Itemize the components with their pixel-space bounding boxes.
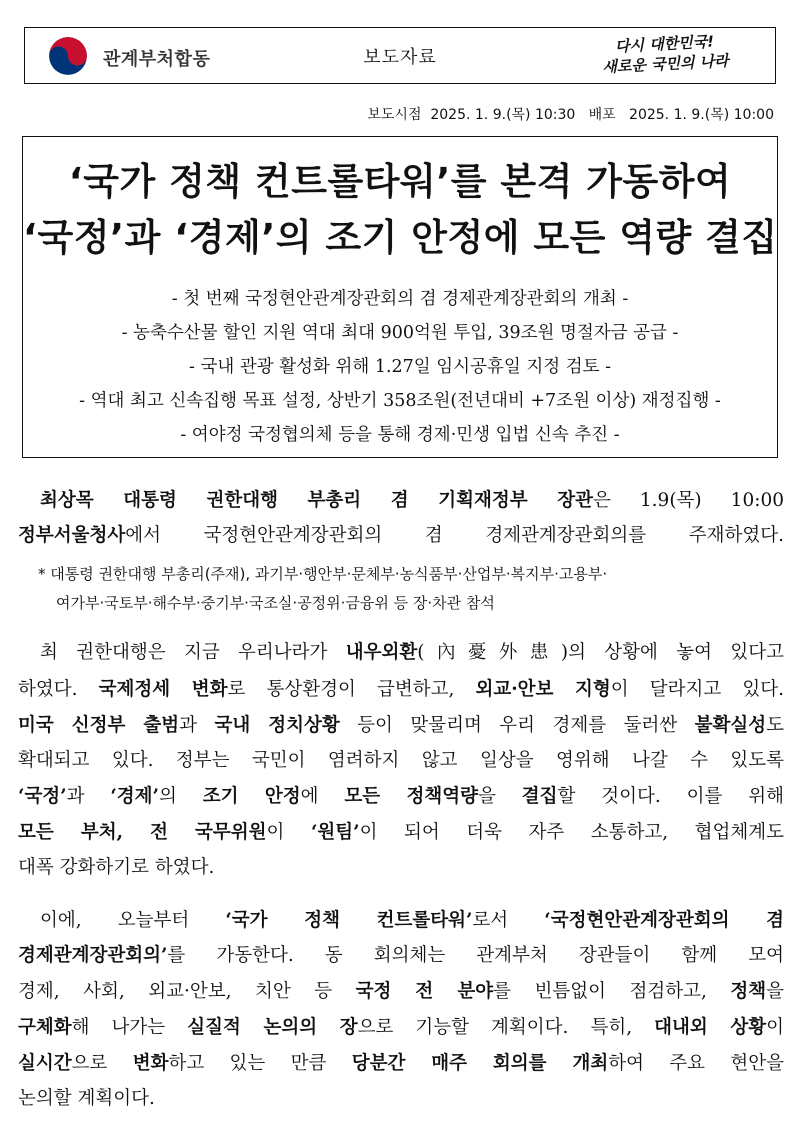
- emph: 대내외 상황: [654, 1017, 767, 1038]
- text: 하고 있는 만큼: [168, 1053, 352, 1074]
- emph: 모든 정책역량: [344, 786, 479, 807]
- emph: 최상목 대통령 권한대행 부총리 겸 기획재정부 장관: [40, 490, 593, 511]
- emph: 조기 안정: [202, 786, 301, 807]
- para2-line1: [40, 638, 784, 664]
- emph: ‘국가 정책 컨트롤타워’: [225, 910, 473, 931]
- text: 등이 맞물리며 우리 경제를 둘러싼: [339, 715, 695, 736]
- release-time: 보도시점 2025. 1. 9.(목) 10:30 배포 2025. 1. 9.(목) 10:00: [367, 107, 774, 123]
- para2-line5: [18, 782, 784, 808]
- emph: 외교·안보 지형: [475, 679, 611, 700]
- emph: 국제정세 변화: [98, 679, 228, 700]
- para3-line5: [18, 1049, 784, 1075]
- para3-line6: 논의할 계획이다.: [18, 1088, 155, 1109]
- text: 이 달라지고 있다.: [610, 679, 785, 700]
- title-box: [22, 136, 778, 458]
- para1-line2: [18, 521, 784, 547]
- text: 하여 주요 현안을: [608, 1053, 784, 1074]
- text: 이에, 오늘부터: [40, 910, 226, 931]
- text: 을: [766, 981, 784, 1002]
- note-line1: * 대통령 권한대행 부총리(주재), 과기부·행안부·문체부·농식품부·산업부·복지부·고용부·: [38, 565, 608, 583]
- emph: 정책: [730, 981, 767, 1002]
- para3-line2: [18, 941, 784, 967]
- para2-line7: 대폭 강화하기로 하였다.: [18, 857, 215, 878]
- text: 을: [478, 786, 522, 807]
- emph: ‘원팀’: [310, 822, 360, 843]
- emph: 결집: [521, 786, 558, 807]
- emph: ‘경제’: [110, 786, 159, 807]
- subtitle-1: - 첫 번째 국정현안관계장관회의 겸 경제관계장관회의 개최 -: [171, 289, 629, 309]
- slogan-line2: 새로운 국민의 나라: [601, 51, 730, 77]
- para1-line1: [40, 486, 784, 512]
- text: 으로 기능할 계획이다. 특히,: [357, 1017, 655, 1038]
- emph: 구체화: [18, 1017, 72, 1038]
- text: 에: [300, 786, 345, 807]
- document-type: 보도자료: [363, 47, 437, 68]
- emph: 변화: [132, 1053, 169, 1074]
- text: 를 빈틈없이 점검하고,: [493, 981, 731, 1002]
- text: (內憂外患)의 상황에 놓여 있다고: [417, 642, 784, 663]
- text: 해 나가는: [71, 1017, 188, 1038]
- para3-line4: [18, 1013, 784, 1039]
- text: 의: [158, 786, 203, 807]
- emph: 내우외환: [345, 642, 418, 663]
- text: 과: [179, 715, 215, 736]
- para3-line3: [18, 977, 784, 1003]
- emph: ‘국정’: [18, 786, 67, 807]
- emph: 국정 전 분야: [355, 981, 494, 1002]
- emph: 미국 신정부 출범: [18, 715, 180, 736]
- subtitle-3: - 국내 관광 활성화 위해 1.27일 임시공휴일 지정 검토 -: [188, 357, 612, 377]
- text: 를 가동한다. 동 회의체는 관계부처 장관들이 함께 모여: [167, 945, 784, 966]
- subtitle-4: - 역대 최고 신속집행 목표 설정, 상반기 358조원(전년대비 +7조원 이상) 재정집행 -: [79, 391, 721, 411]
- para2-line6: [18, 818, 784, 844]
- text: 로서: [472, 910, 545, 931]
- emph: 실시간: [18, 1053, 72, 1074]
- para2-line3: [18, 711, 784, 737]
- slogan-logo: [584, 30, 746, 78]
- org-name: 관계부처합동: [103, 49, 211, 70]
- title-line2: ‘국정’과 ‘경제’의 조기 안정에 모든 역량 결집: [23, 216, 778, 259]
- slogan-line1: 다시 대한민국!: [614, 32, 715, 56]
- emph: 실질적 논의의 장: [187, 1017, 358, 1038]
- text: 도: [766, 715, 784, 736]
- text: 하였다.: [18, 679, 99, 700]
- text: 과: [66, 786, 111, 807]
- text: 이 되어 더욱 자주 소통하고, 협업체계도: [359, 822, 784, 843]
- text: 으로: [71, 1053, 133, 1074]
- text: 경제, 사회, 외교·안보, 치안 등: [18, 981, 356, 1002]
- emph: 모든 부처, 전 국무위원: [18, 822, 267, 843]
- para3-line1: [40, 906, 784, 932]
- header-box: [24, 27, 776, 84]
- subtitle-5: - 여야정 국정협의체 등을 통해 경제·민생 입법 신속 추진 -: [180, 425, 620, 445]
- text: 최 권한대행은 지금 우리나라가: [40, 642, 346, 663]
- emph: 당분간 매주 회의를 개최: [351, 1053, 609, 1074]
- emph: 불확실성: [694, 715, 767, 736]
- para2-line2: [18, 675, 784, 701]
- title-line1: ‘국가 정책 컨트롤타워’를 본격 가동하여: [68, 160, 732, 203]
- subtitle-2: - 농축수산물 할인 지원 역대 최대 900억원 투입, 39조원 명절자금 공급 -: [121, 323, 679, 343]
- note-line2: 여가부·국토부·해수부·중기부·국조실·공정위·금융위 등 장·차관 참석: [56, 594, 495, 612]
- text: 에서 국정현안관계장관회의 겸 경제관계장관회의를 주재하였다.: [125, 525, 784, 546]
- para2-line4: 확대되고 있다. 정부는 국민이 염려하지 않고 일상을 영위해 나갈 수 있도록: [18, 750, 784, 771]
- text: 은 1.9(목) 10:00: [592, 490, 784, 511]
- emph: ‘국정현안관계장관회의 겸: [544, 910, 784, 931]
- text: 로 통상환경이 급변하고,: [227, 679, 476, 700]
- emph: 국내 정치상황: [214, 715, 340, 736]
- text: 할 것이다. 이를 위해: [557, 786, 784, 807]
- emph: 정부서울청사: [18, 525, 126, 546]
- emph: 경제관계장관회의’: [18, 945, 168, 966]
- text: 이: [766, 1017, 785, 1038]
- text: 이: [266, 822, 311, 843]
